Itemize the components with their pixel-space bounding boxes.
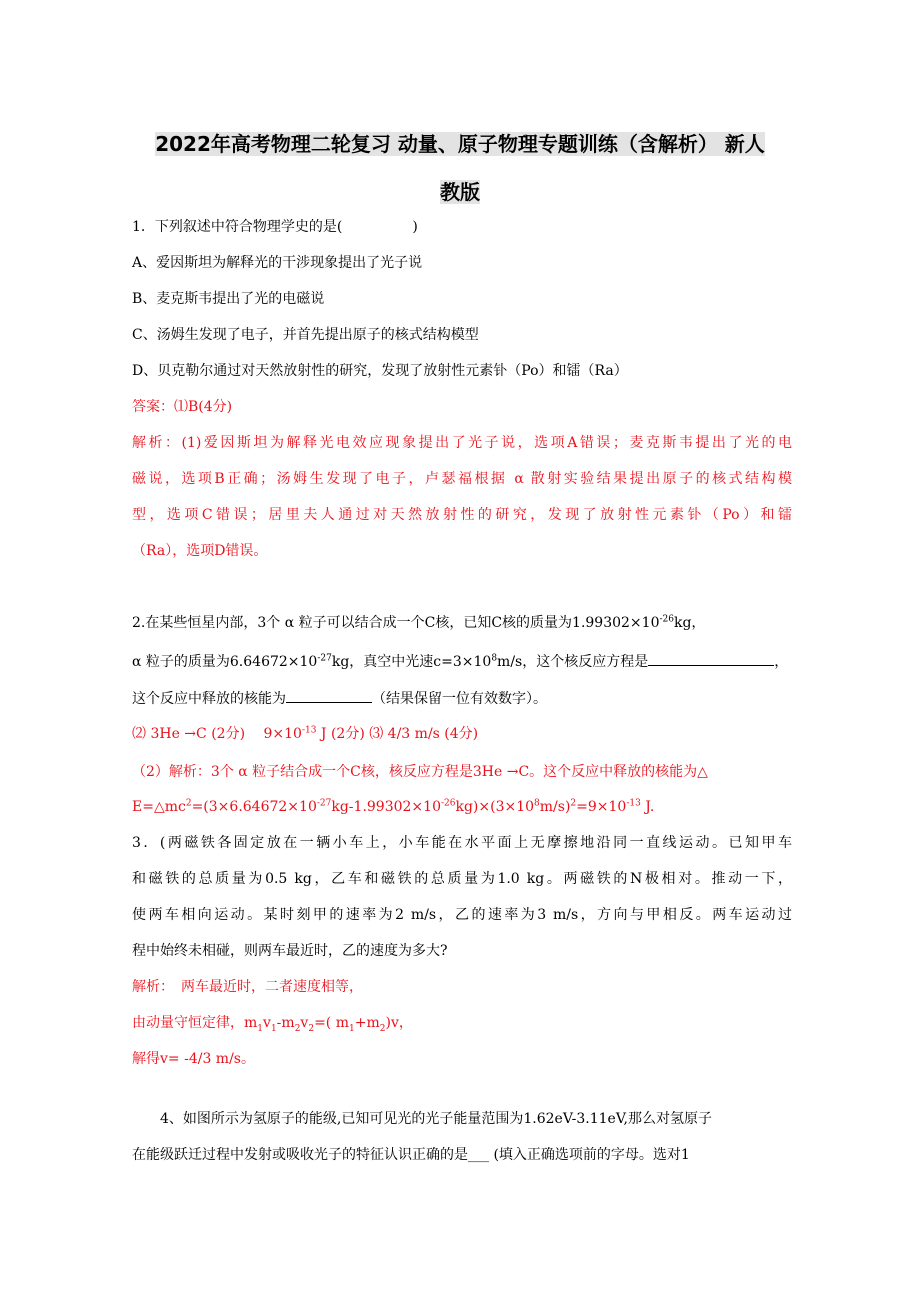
q3-analysis-text: -m bbox=[276, 1015, 295, 1031]
q2-answer bbox=[132, 724, 792, 744]
answer-blank-equation[interactable] bbox=[648, 651, 774, 666]
q2-text: ， bbox=[774, 654, 789, 670]
answer-blank-energy[interactable] bbox=[286, 688, 372, 703]
exponent: -13 bbox=[301, 725, 317, 736]
q2-stem-line-1 bbox=[132, 613, 792, 633]
subscript: 1 bbox=[270, 1023, 277, 1034]
q4-stem-line-1: 4、如图所示为氢原子的能级,已知可见光的光子能量范围为1.62eV-3.11eV,那么对氢原子 bbox=[160, 1111, 712, 1127]
q2-analysis-line-2 bbox=[132, 797, 792, 817]
q4-stem-line-2: 在能级跃迁过程中发射或吸收光子的特征认识正确的是___ (填入正确选项前的字母。选对1 bbox=[132, 1147, 690, 1163]
q3-analysis-line-2 bbox=[132, 1013, 792, 1033]
q2-analysis-text: m/s) bbox=[539, 799, 571, 815]
q2-analysis-line-1: （2）解析：3个 α 粒子结合成一个C核，核反应方程是3He →C。这个反应中释放的核能为△ bbox=[132, 764, 708, 780]
q3-stem-line-1: 3．(两磁铁各固定放在一辆小车上，小车能在水平面上无摩擦地沿同一直线运动。已知甲车 bbox=[132, 835, 792, 851]
q3-analysis-text: v bbox=[263, 1015, 271, 1031]
q1-option-d: D、贝克勒尔通过对天然放射性的研究，发现了放射性元素钋（Po）和镭（Ra） bbox=[132, 363, 628, 379]
q2-text: 2.在某些恒星内部，3个 α 粒子可以结合成一个C核，已知C核的质量为1.99302×10 bbox=[132, 615, 660, 631]
q2-analysis-text: =(3×6.64672×10 bbox=[191, 799, 317, 815]
subscript: 1 bbox=[349, 1023, 355, 1034]
q3-analysis-text: 由动量守恒定律，m bbox=[132, 1015, 258, 1031]
q2-analysis-text: kg-1.99302×10 bbox=[331, 799, 441, 815]
q2-text: α 粒子的质量为6.64672×10 bbox=[132, 654, 318, 670]
q3-analysis-text: )v， bbox=[385, 1015, 413, 1031]
q2-text: kg，真空中光速c=3×10 bbox=[331, 654, 492, 670]
exponent: -27 bbox=[316, 798, 332, 809]
title-line-1: 2022年高考物理二轮复习 动量、原子物理专题训练（含解析） 新人 bbox=[155, 132, 765, 156]
q1-analysis-line-4: （Ra），选项D错误。 bbox=[132, 543, 268, 559]
q1-analysis-line-3: 型，选项C错误；居里夫人通过对天然放射性的研究，发现了放射性元素钋（Po）和镭 bbox=[132, 507, 792, 523]
exponent: -26 bbox=[440, 798, 456, 809]
subscript: 2 bbox=[294, 1023, 301, 1034]
q2-stem-line-3 bbox=[132, 688, 792, 709]
q1-option-b: B、麦克斯韦提出了光的电磁说 bbox=[132, 291, 325, 307]
q1-answer: 答案：⑴B(4分) bbox=[132, 399, 233, 415]
q1-option-a: A、爱因斯坦为解释光的干涉现象提出了光子说 bbox=[132, 255, 423, 271]
subscript: 1 bbox=[257, 1023, 264, 1034]
q3-analysis-text: =( m bbox=[314, 1015, 349, 1031]
title-line-2: 教版 bbox=[440, 180, 480, 204]
q1-analysis-line-2: 磁说，选项B正确；汤姆生发现了电子，卢瑟福根据 α 散射实验结果提出原子的核式结构模 bbox=[132, 471, 792, 487]
q2-text: kg， bbox=[673, 615, 706, 631]
subscript: 2 bbox=[308, 1023, 315, 1034]
q3-analysis-text: v bbox=[300, 1015, 309, 1031]
q2-analysis-text: E=△mc bbox=[132, 799, 186, 815]
exponent: 2 bbox=[570, 798, 577, 809]
q3-stem-line-4: 程中始终未相碰，则两车最近时，乙的速度为多大? bbox=[132, 943, 448, 959]
exponent: 8 bbox=[491, 653, 498, 664]
q1-stem: 1．下列叙述中符合物理学史的是( ) bbox=[132, 219, 418, 235]
exponent: -26 bbox=[659, 614, 674, 625]
q2-text: m/s，这个核反应方程是 bbox=[497, 654, 649, 670]
q2-answer-text: ⑵ 3He →C (2分) 9×10 bbox=[132, 726, 302, 742]
q1-option-c: C、汤姆生发现了电子，并首先提出原子的核式结构模型 bbox=[132, 327, 479, 343]
q2-text: 这个反应中释放的核能为 bbox=[132, 691, 286, 707]
q3-analysis-text: +m bbox=[354, 1015, 380, 1031]
exponent: -13 bbox=[626, 798, 641, 809]
exponent: -27 bbox=[317, 653, 332, 664]
q2-analysis-text: kg)×(3×10 bbox=[455, 799, 535, 815]
q3-stem-line-2: 和磁铁的总质量为0.5 kg，乙车和磁铁的总质量为1.0 kg。两磁铁的N极相对。推动一下， bbox=[132, 871, 792, 887]
q2-text: （结果保留一位有效数字）。 bbox=[372, 691, 547, 707]
exponent: 2 bbox=[185, 798, 192, 809]
q2-stem-line-2 bbox=[132, 651, 792, 672]
q3-stem-line-3: 使两车相向运动。某时刻甲的速率为2 m/s，乙的速率为3 m/s，方向与甲相反。两车运动过 bbox=[132, 907, 792, 923]
q2-answer-text: J (2分) ⑶ 4/3 m/s (4分) bbox=[316, 726, 479, 742]
q3-analysis-line-3: 解得v= -4/3 m/s。 bbox=[132, 1051, 255, 1067]
exponent: 8 bbox=[534, 798, 540, 809]
page-title bbox=[128, 120, 792, 216]
q1-analysis-line-1: 解析：(1)爱因斯坦为解释光电效应现象提出了光子说，选项A错误；麦克斯韦提出了光的电 bbox=[132, 435, 792, 451]
q3-analysis-line-1: 解析： 两车最近时，二者速度相等， bbox=[132, 979, 363, 995]
q2-analysis-text: J. bbox=[640, 799, 655, 815]
q2-analysis-text: =9×10 bbox=[576, 799, 627, 815]
subscript: 2 bbox=[379, 1023, 386, 1034]
